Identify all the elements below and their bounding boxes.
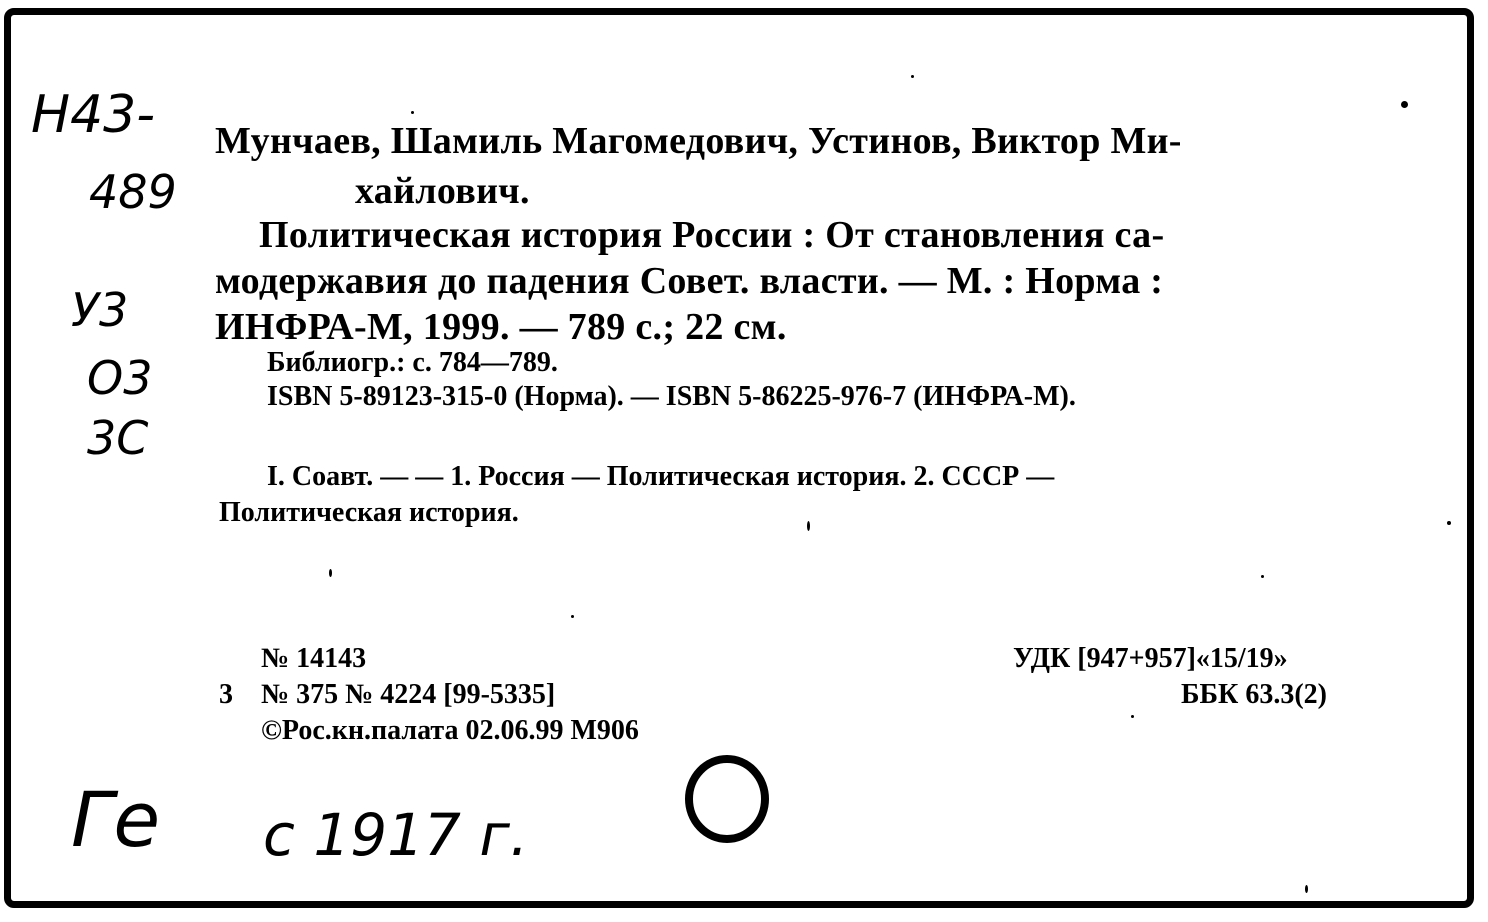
authors-line-1: Мунчаев, Шамиль Магомедович, Устинов, Виктор Ми- bbox=[215, 120, 1182, 162]
scan-speck bbox=[1401, 101, 1408, 108]
scan-speck bbox=[1305, 885, 1308, 893]
handwritten-call-number-2: 489 bbox=[89, 165, 177, 219]
scan-speck bbox=[411, 111, 414, 114]
handwritten-call-number-1: Н43- bbox=[31, 85, 156, 145]
authors-line-2: хайлович. bbox=[355, 170, 530, 212]
catalog-card bbox=[4, 8, 1474, 908]
scan-speck bbox=[1261, 575, 1264, 578]
subjects-line-2: Политическая история. bbox=[219, 497, 519, 528]
handwritten-code-3: 3С bbox=[87, 411, 149, 465]
scan-speck bbox=[807, 521, 810, 531]
handwritten-code-2: О3 bbox=[87, 351, 153, 405]
handwritten-code-1: У3 bbox=[71, 283, 129, 337]
hole-punch-icon bbox=[677, 747, 777, 847]
footer-line-2-prefix: 3 bbox=[219, 679, 233, 710]
subjects-line-1: I. Соавт. — — 1. Россия — Политическая история. 2. СССР — bbox=[267, 461, 1055, 492]
title-line-2: модержавия до падения Совет. власти. — М. : Норма : bbox=[215, 260, 1164, 302]
bibliography-note: Библиогр.: с. 784—789. bbox=[267, 347, 558, 378]
handwritten-bottom-left: Ге bbox=[71, 775, 161, 864]
record-number: № 14143 bbox=[261, 643, 367, 674]
footer-line-2: № 375 № 4224 [99-5335] bbox=[261, 679, 556, 710]
title-line-1: Политическая история России : От становления са- bbox=[259, 214, 1165, 256]
scan-speck bbox=[911, 75, 914, 78]
handwritten-bottom-middle: с 1917 г. bbox=[263, 801, 529, 869]
title-line-3: ИНФРА-М, 1999. — 789 с.; 22 см. bbox=[215, 306, 787, 348]
scan-speck bbox=[329, 569, 332, 577]
scan-speck bbox=[1131, 715, 1134, 718]
scan-speck bbox=[571, 615, 574, 618]
udk-code: УДК [947+957]«15/19» bbox=[1013, 643, 1288, 674]
bbk-code: ББК 63.3(2) bbox=[1181, 679, 1327, 710]
scan-speck bbox=[1447, 521, 1451, 525]
isbn-line: ISBN 5-89123-315-0 (Норма). — ISBN 5-86225-976-7 (ИНФРА-М). bbox=[267, 381, 1076, 412]
copyright-line: ©Рос.кн.палата 02.06.99 М906 bbox=[261, 715, 639, 746]
